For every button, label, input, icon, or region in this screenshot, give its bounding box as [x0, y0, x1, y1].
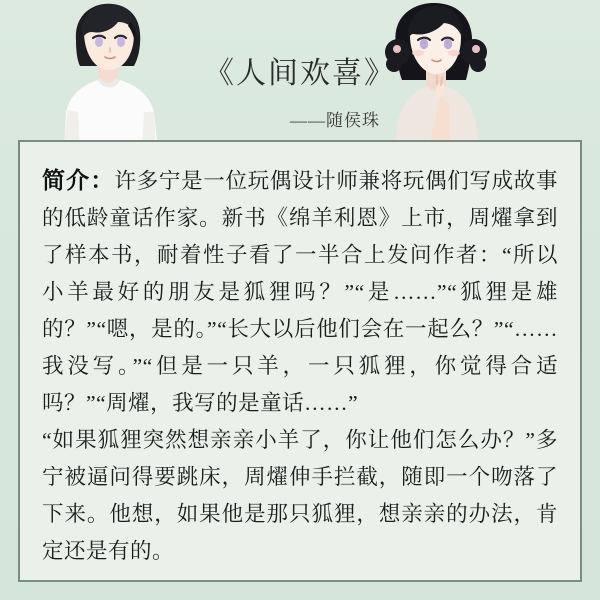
poster-header: [0, 0, 600, 140]
summary-paragraph-1: 许多宁是一位玩偶设计师兼将玩偶们写成故事的低龄童话作家。新书《绵羊利恩》上市，周燿拿到了样本书，耐着性子看了一半合上发问作者：“所以小羊最好的朋友是狐狸吗？”“是……”“狐狸是雄的？”“嗯，是的。”“长大以后他们会在一起么？”“……我没写。”“但是一只羊，一只狐狸，你觉得合适吗？”“周燿，我写的是童话……”: [42, 169, 558, 415]
poster-author: ——随侯珠: [290, 111, 380, 130]
summary-card: [18, 140, 582, 582]
summary-label: 简介：: [42, 168, 115, 193]
summary-text-block: [42, 162, 558, 570]
poster-title: 《人间欢喜》: [204, 57, 396, 90]
title-block: [0, 48, 600, 131]
summary-paragraph-2: “如果狐狸突然想亲亲小羊了，你让他们怎么办？”多宁被逼问得要跳床，周燿伸手拦截，随即一个吻落了下来。他想，如果他是那只狐狸，想亲亲的办法，肯定还是有的。: [42, 428, 558, 563]
